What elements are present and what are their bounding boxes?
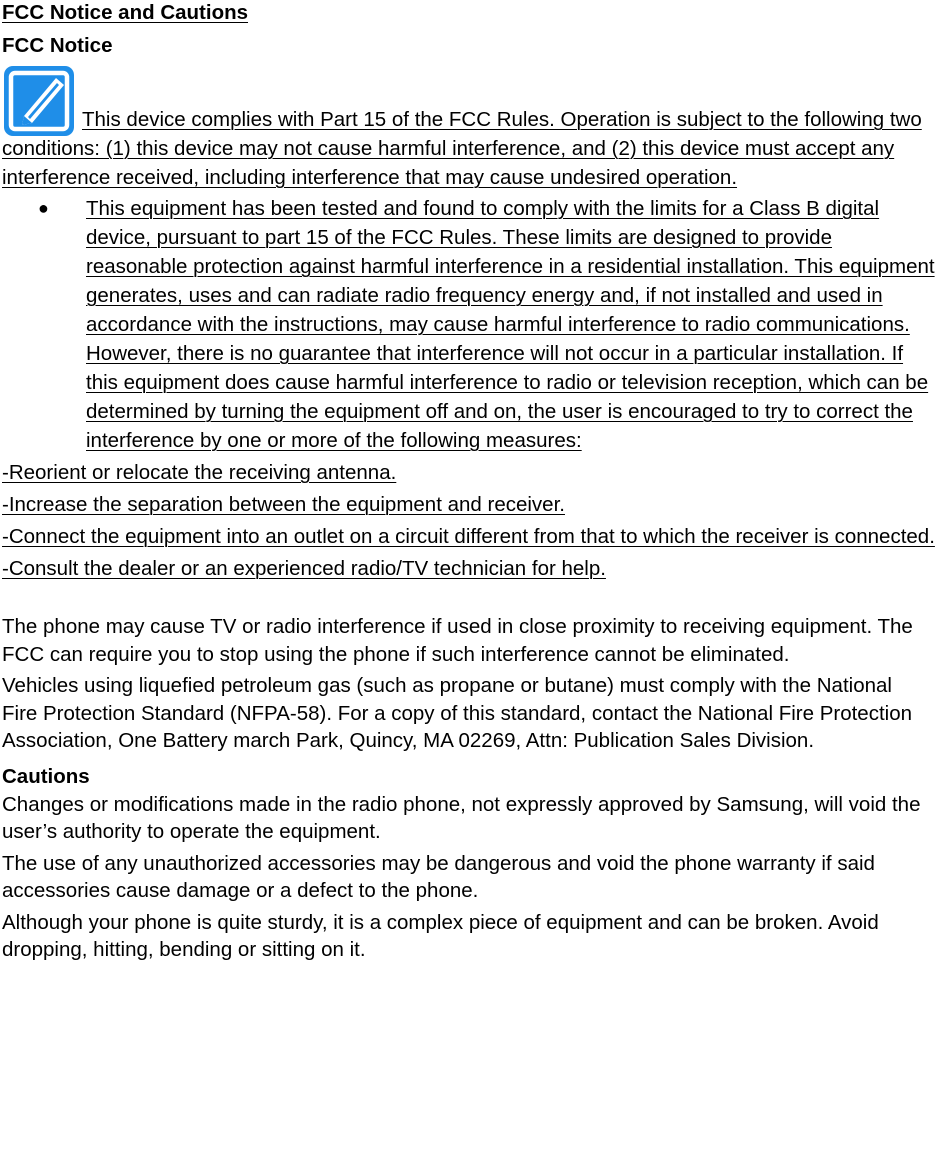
fcc-notice-intro: This device complies with Part 15 of the FCC Rules. Operation is subject to the following two conditions: (1) this device may not cause harmful interference, and (2) this device must accept any interference received, including interference that may cause undesired operation.: [2, 108, 922, 189]
fcc-bullet-item: [2, 194, 940, 455]
page-title: FCC Notice and Cautions: [2, 1, 249, 24]
section-spacer: [2, 583, 940, 613]
note-pencil-icon: [2, 64, 76, 138]
measure-increase-separation: -Increase the separation between the equipment and receiver.: [2, 493, 565, 516]
cautions-heading: Cautions: [2, 764, 90, 788]
paragraph-lpg-vehicles: Vehicles using liquefied petroleum gas (such as propane or butane) must comply with the National Fire Protection Standard (NFPA-58). For a copy of this standard, contact the National Fire Protection Association, One Battery march Park, Quincy, MA 02269, Attn: Publication Sales Division.: [2, 674, 913, 752]
measure-reorient: -Reorient or relocate the receiving antenna.: [2, 461, 397, 484]
fcc-notice-intro-block: [2, 64, 940, 192]
caution-accessories: The use of any unauthorized accessories may be dangerous and void the phone warranty if said accessories cause damage or a defect to the phone.: [2, 851, 875, 902]
fcc-bullet-text: This equipment has been tested and found to comply with the limits for a Class B digital device, pursuant to part 15 of the FCC Rules. These limits are designed to provide reasonable protection against harmful interference in a residential installation. This equipment generates, uses and can radiate radio frequency energy and, if not installed and used in accordance with the instructions, may cause harmful interference to radio communications. However, there is no guarantee that interference will not occur in a particular installation. If this equipment does cause harmful interference to radio or television reception, which can be determined by turning the equipment off and on, the user is encouraged to try to correct the interference by one or more of the following measures:: [86, 197, 935, 452]
measure-consult-dealer: -Consult the dealer or an experienced radio/TV technician for help.: [2, 557, 606, 580]
caution-sturdy: Although your phone is quite sturdy, it is a complex piece of equipment and can be broken. Avoid dropping, hitting, bending or sitting on it.: [2, 910, 879, 961]
caution-modifications: Changes or modifications made in the radio phone, not expressly approved by Samsung, will void the user’s authority to operate the equipment.: [2, 792, 921, 843]
paragraph-tv-interference: The phone may cause TV or radio interference if used in close proximity to receiving equipment. The FCC can require you to stop using the phone if such interference cannot be eliminated.: [2, 615, 913, 666]
measure-different-circuit: -Connect the equipment into an outlet on a circuit different from that to which the receiver is connected.: [2, 525, 935, 548]
bullet-dot-icon: ●: [38, 198, 49, 218]
fcc-notice-heading: FCC Notice: [2, 34, 113, 57]
